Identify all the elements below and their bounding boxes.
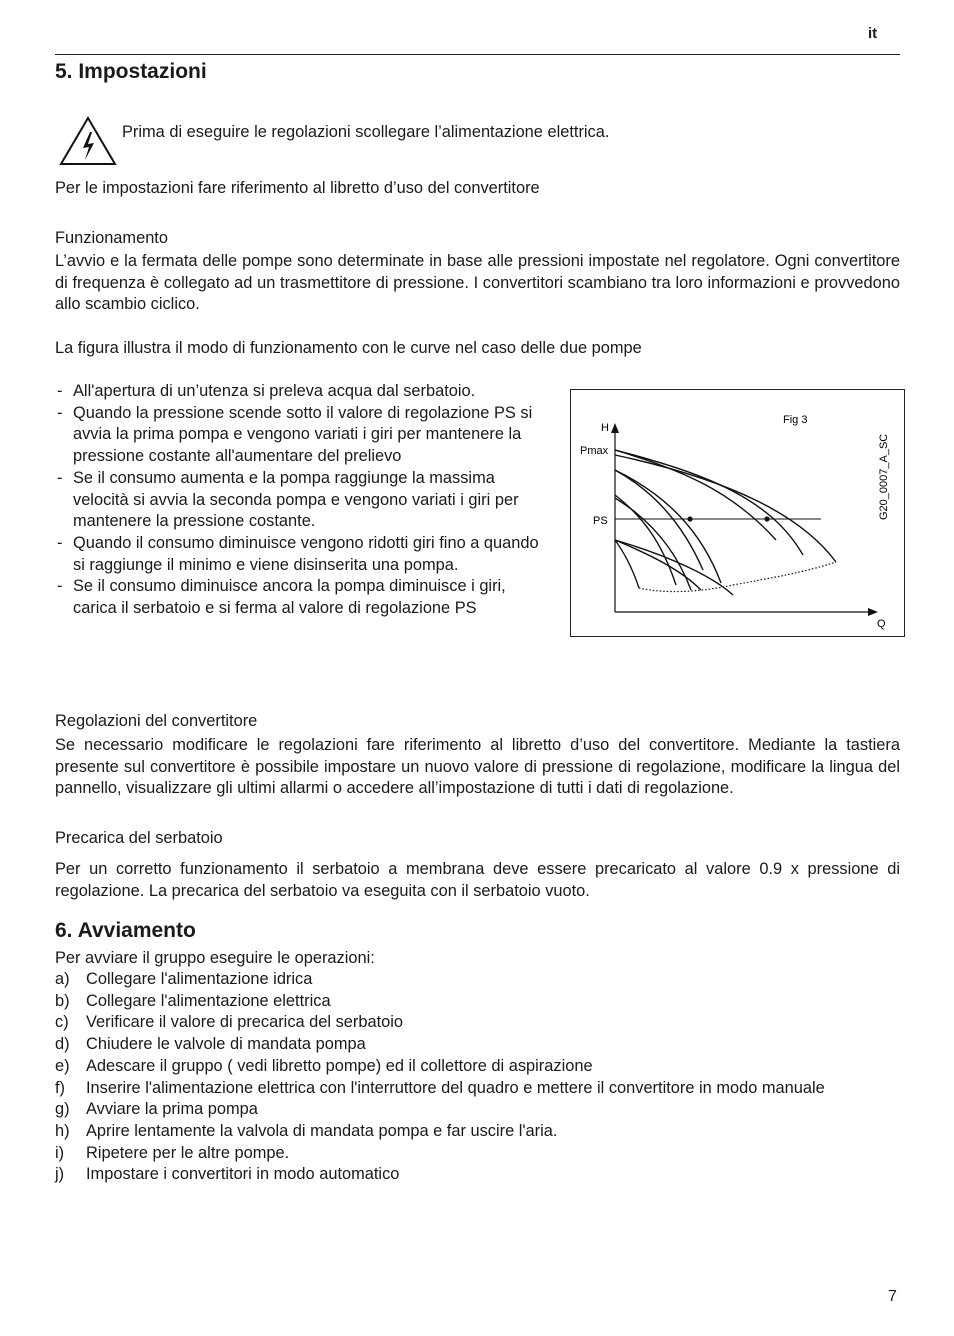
curve [615,450,776,540]
list-item: e) Adescare il gruppo ( vedi libretto pompe) ed il collettore di aspirazione [55,1056,593,1075]
curve [615,455,836,562]
list-item: - Quando il consumo diminuisce vengono ridotti giri fino a quando si raggiunge il minimo e viene disinserita una pompa. [55,533,545,576]
list-item: d) Chiudere le valvole di mandata pompa [55,1035,366,1054]
electric-hazard-icon [59,116,117,166]
list-item: h) Aprire lentamente la valvola di mandata pompa e far uscire l'aria. [55,1121,558,1140]
list-item: j) Impostare i convertitori in modo automatico [55,1165,400,1184]
funzionamento-text: L’avvio e la fermata delle pompe sono determinate in base alle pressioni impostate nel regolatore. Ogni convertitore di frequenza è collegato ad un trasmettitore di pressione. I convertitori scambiano tra loro informazioni e provvedono allo scambio ciclico. [55,252,900,314]
figure-code: G20_0007_A_SC [878,433,890,520]
section-6-title: 6. Avviamento [55,919,196,942]
funzionamento-title: Funzionamento [55,229,168,247]
section-5-title: 5. Impostazioni [55,60,207,83]
figure-label: Fig 3 [783,414,808,426]
header-rule [55,54,900,55]
list-item: - Se il consumo aumenta e la pompa raggiunge la massima velocità si avvia la seconda pompa e vengono variati i giri per mantenere la pressione costante. [55,468,545,533]
reference-text: Per le impostazioni fare riferimento al libretto d’uso del convertitore [55,179,540,197]
list-item: g) Avviare la prima pompa [55,1100,258,1119]
language-code: it [868,25,878,42]
h-axis-arrow [611,423,619,433]
list-item: b) Collegare l'alimentazione elettrica [55,991,331,1010]
regolazioni-text: Se necessario modificare le regolazioni fare riferimento al libretto d’uso del convertitore. Mediante la tastiera presente sul convertitore è possibile impostare un nuovo valore di pressione di regolazione, modificare la lingua del pannello, visualizzare gli ultimi allarmi o accedere all’impostazione di tutti i dati di regolazione. [55,736,900,798]
regolazioni-title: Regolazioni del convertitore [55,712,258,730]
precarica-text: Per un corretto funzionamento il serbatoio a membrana deve essere precaricato al valore 0.9 x pressione di regolazione. La precarica del serbatoio va eseguita con il serbatoio vuoto. [55,860,900,900]
operation-list [55,381,545,620]
ps-label: PS [593,515,608,527]
pmax-label: Pmax [580,445,609,457]
startup-steps [55,969,915,1186]
curve [615,495,676,585]
pump-curve-diagram [571,390,904,636]
list-item: f) Inserire l'alimentazione elettrica con l'interruttore del quadro e mettere il convertitore in modo manuale [55,1078,825,1097]
operating-point-1 [687,516,692,521]
warning-text: Prima di eseguire le regolazioni scollegare l’alimentazione elettrica. [122,123,610,141]
figura-text: La figura illustra il modo di funzionamento con le curve nel caso delle due pompe [55,339,642,357]
axis-q-label: Q [877,618,886,630]
list-item: - All'apertura di un’utenza si preleva acqua dal serbatoio. [55,381,545,403]
figure-3 [570,389,905,637]
operating-point-2 [764,516,769,521]
list-item: - Quando la pressione scende sotto il valore di regolazione PS si avvia la prima pompa e vengono variati i giri per mantenere la pressione costante all'aumentare del prelievo [55,403,545,468]
q-axis-arrow [868,608,878,616]
list-item: a) Collegare l'alimentazione idrica [55,970,313,988]
avviamento-intro: Per avviare il gruppo eseguire le operazioni: [55,949,375,967]
list-item: - Se il consumo diminuisce ancora la pompa diminuisce i giri, carica il serbatoio e si ferma al valore di regolazione PS [55,576,545,619]
page-number: 7 [888,1288,897,1305]
axis-h-label: H [601,422,609,434]
list-item: i) Ripetere per le altre pompe. [55,1143,290,1162]
precarica-title: Precarica del serbatoio [55,829,223,847]
list-item: c) Verificare il valore di precarica del serbatoio [55,1013,404,1032]
curve [615,540,639,588]
min-curve-1 [639,585,733,592]
min-curve-2 [733,562,836,585]
